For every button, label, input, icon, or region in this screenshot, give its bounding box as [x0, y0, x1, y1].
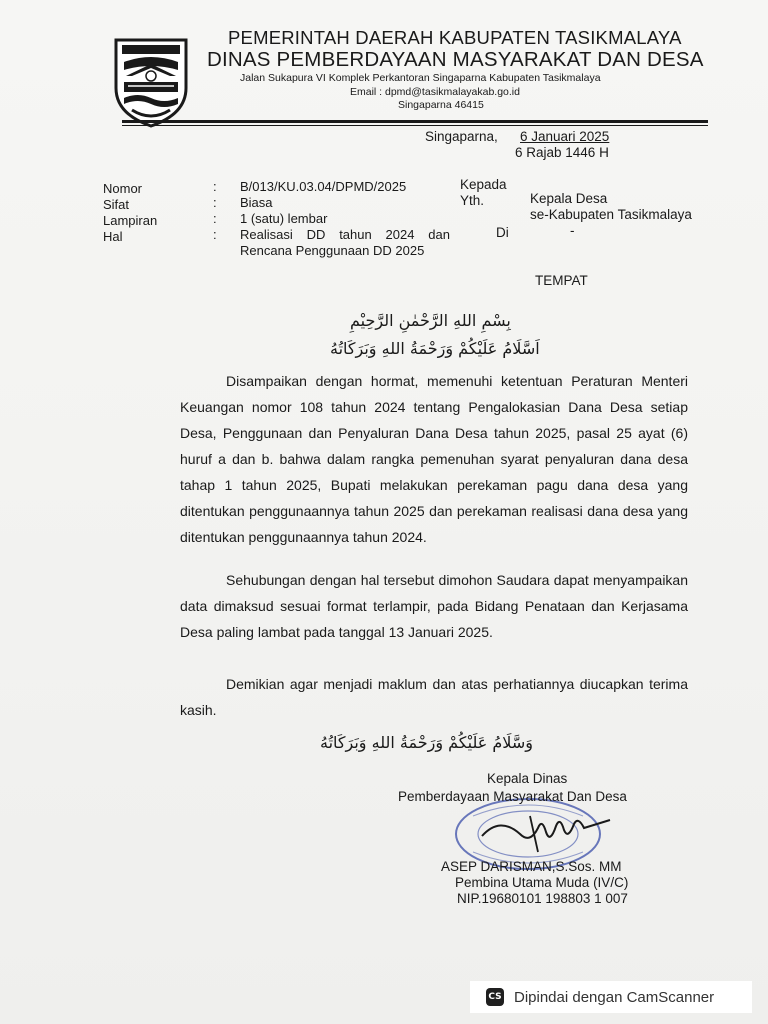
body-paragraph-3: Demikian agar menjadi maklum dan atas perhatiannya diucapkan terima kasih. [180, 676, 688, 718]
recipient-di: Di [496, 225, 509, 240]
nomor-colon: : [213, 179, 217, 194]
sifat-colon: : [213, 195, 217, 210]
letterhead-government-name: PEMERINTAH DAERAH KABUPATEN TASIKMALAYA [228, 27, 682, 48]
dateline-place: Singaparna, [425, 129, 498, 144]
recipient-tempat: TEMPAT [535, 273, 588, 288]
letterhead-city: Singaparna 46415 [398, 99, 484, 111]
camscanner-watermark [470, 981, 752, 1013]
lampiran-value: 1 (satu) lembar [240, 211, 328, 226]
letterhead-divider-thin [122, 125, 708, 126]
signatory-name: ASEP DARISMAN,S.Sos. MM [441, 859, 622, 874]
regency-emblem-icon [110, 36, 192, 128]
letterhead-email: Email : dpmd@tasikmalayakab.go.id [350, 86, 520, 98]
letterhead-address: Jalan Sukapura VI Komplek Perkantoran Singaparna Kabupaten Tasikmalaya [240, 72, 601, 84]
salam-closing: وَسَّلَامُ عَلَيْكُمْ وَرَحْمَةُ اللهِ وَبَرَكَاتُهُ [320, 733, 533, 752]
camscanner-text: Dipindai dengan CamScanner [514, 988, 715, 1006]
recipient-yth: Yth. [460, 193, 485, 208]
signatory-title-2: Pemberdayaan Masyarakat Dan Desa [398, 789, 627, 804]
recipient-name-line2: se-Kabupaten Tasikmalaya [530, 207, 692, 222]
signatory-title-1: Kepala Dinas [487, 771, 568, 786]
nomor-label: Nomor [103, 181, 143, 196]
hal-label: Hal [103, 229, 123, 244]
signatory-nip: NIP.19680101 198803 1 007 [457, 891, 628, 906]
body-paragraph-2: Sehubungan dengan hal tersebut dimohon Saudara dapat menyampaikan data dimaksud sesuai format terlampir, pada Bidang Penataan dan Kerjasama Desa paling lambat pada tanggal 13 Januari 2025. [180, 572, 688, 640]
recipient-name-line1: Kepala Desa [530, 191, 608, 206]
salam-opening: اَسَّلَامُ عَلَيْكُمْ وَرَحْمَةُ اللهِ وَبَرَكَاتُهُ [330, 339, 540, 358]
lampiran-label: Lampiran [103, 213, 158, 228]
recipient-di-value: - [570, 223, 575, 238]
sifat-label: Sifat [103, 197, 130, 212]
dateline-date: 6 Januari 2025 [520, 129, 610, 144]
dateline-hijri-date: 6 Rajab 1446 H [515, 145, 609, 160]
lampiran-colon: : [213, 211, 217, 226]
nomor-value: B/013/KU.03.04/DPMD/2025 [240, 179, 407, 194]
camscanner-logo-icon: CS [486, 988, 504, 1006]
hal-value: Realisasi DD tahun 2024 dan Rencana Penggunaan DD 2025 [240, 227, 450, 258]
letterhead-agency-name: DINAS PEMBERDAYAAN MASYARAKAT DAN DESA [207, 48, 704, 71]
hal-colon: : [213, 227, 217, 242]
body-paragraph-1: Disampaikan dengan hormat, memenuhi ketentuan Peraturan Menteri Keuangan nomor 108 tahun 2024 tentang Pengalokasian Dana Desa setiap Desa, Penggunaan dan Penyaluran Dana Desa tahun 2025, pasal 25 ayat (6) huruf a dan b. bahwa dalam rangka pemenuhan syarat penyaluran dana desa tahap 1 tahun 2025, Bupati melakukan perekaman pagu dana desa yang ditentukan penggunaannya tahun 2025 dan perekaman realisasi dana desa yang ditentukan penggunaannya tahun 2024. [180, 373, 688, 545]
handwritten-signature-icon [480, 806, 620, 862]
sifat-value: Biasa [240, 195, 273, 210]
signatory-rank: Pembina Utama Muda (IV/C) [455, 875, 629, 890]
recipient-kepada: Kepada [460, 177, 507, 192]
letterhead-divider-thick [122, 120, 708, 123]
basmalah: بِسْمِ اللهِ الرَّحْمٰنِ الرَّحِيْمِ [350, 311, 511, 330]
